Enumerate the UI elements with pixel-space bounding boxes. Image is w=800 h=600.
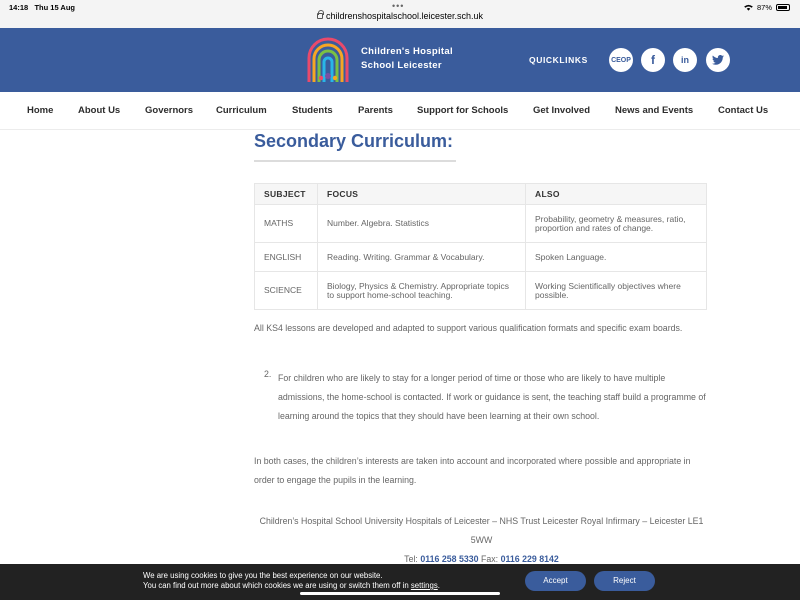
home-indicator[interactable] — [300, 592, 500, 595]
cookie-settings-link[interactable]: settings — [410, 581, 438, 590]
footer-address — [254, 512, 709, 569]
cookie-line1: We are using cookies to give you the best experience on our website. — [143, 571, 383, 580]
tel-link[interactable]: 0116 258 5330 — [420, 554, 479, 564]
cell-also: Spoken Language. — [526, 243, 707, 272]
nav-curriculum[interactable]: Curriculum — [216, 105, 267, 116]
school-name-line2: School Leicester — [361, 60, 442, 71]
nav-about-us[interactable]: About Us — [78, 105, 121, 116]
page-title: Secondary Curriculum: — [254, 131, 454, 151]
nav-support-for-schools[interactable]: Support for Schools — [417, 105, 509, 116]
header-subject: SUBJECT — [255, 184, 318, 205]
nav-get-involved[interactable]: Get Involved — [533, 105, 591, 116]
reject-button[interactable]: Reject — [594, 571, 655, 591]
header-focus: FOCUS — [318, 184, 526, 205]
cell-subject: ENGLISH — [255, 243, 318, 272]
fax-label: Fax: — [481, 554, 499, 564]
battery-percent: 87% — [756, 3, 772, 12]
table-row — [255, 205, 707, 243]
cell-focus: Reading. Writing. Grammar & Vocabulary. — [318, 243, 526, 272]
status-time: 14:18 Thu 15 Aug — [9, 3, 76, 12]
school-name-line1: Children's Hospital — [361, 46, 453, 57]
nav-contact-us[interactable]: Contact Us — [718, 105, 769, 116]
cell-also: Working Scientifically objectives where possible. — [526, 272, 707, 310]
curriculum-table — [254, 183, 707, 310]
main-nav — [0, 92, 800, 130]
cell-focus: Biology, Physics & Chemistry. Appropriate topics to support home-school teaching. — [318, 272, 526, 310]
table-header-row — [255, 184, 707, 205]
cell-focus: Number. Algebra. Statistics — [318, 205, 526, 243]
linkedin-icon[interactable]: in — [673, 48, 697, 72]
url-bar[interactable] — [0, 11, 800, 21]
wifi-icon — [744, 4, 753, 11]
facebook-icon[interactable]: f — [641, 48, 665, 72]
more-dots-icon[interactable]: ••• — [392, 1, 405, 11]
cell-subject: SCIENCE — [255, 272, 318, 310]
ks4-paragraph: All KS4 lessons are developed and adapted to support various qualification formats and specific exam boards. — [254, 323, 683, 333]
nav-news-and-events[interactable]: News and Events — [615, 105, 694, 116]
battery-icon — [776, 4, 790, 11]
twitter-icon[interactable] — [706, 48, 730, 72]
nav-home[interactable]: Home — [27, 105, 54, 116]
fax-link[interactable]: 0116 229 8142 — [500, 554, 559, 564]
table-row — [255, 272, 707, 310]
cell-also: Probability, geometry & measures, ratio, proportion and rates of change. — [526, 205, 707, 243]
table-row — [255, 243, 707, 272]
lock-icon — [317, 13, 323, 19]
tel-label: Tel: — [404, 554, 418, 564]
cell-subject: MATHS — [255, 205, 318, 243]
cookie-line2: You can find out more about which cookies we are using or switch them off in settings. — [143, 581, 440, 590]
list-item-text: For children who are likely to stay for a longer period of time or those who are likely to have multiple admissions, the home-school is contacted. If work or guidance is sent, the teaching staff build a programme of learning around the topics that they should have been learning at their own school. — [278, 373, 706, 421]
ceop-icon[interactable]: CEOP — [609, 48, 633, 72]
status-date: Thu 15 Aug — [34, 3, 76, 12]
ios-status-bar — [0, 0, 800, 28]
title-divider — [254, 160, 456, 162]
url-text: childrenshospitalschool.leicester.sch.uk — [325, 11, 484, 21]
address-text: Children’s Hospital School University Hospitals of Leicester – NHS Trust Leicester Royal Infirmary – Leicester LE1 5WW — [259, 516, 704, 545]
interests-paragraph: In both cases, the children’s interests are taken into account and incorporated where possible and appropriate in order to engage the pupils in the learning. — [254, 456, 691, 485]
nav-governors[interactable]: Governors — [145, 105, 194, 116]
list-number: 2. — [264, 369, 272, 379]
school-name[interactable] — [361, 45, 453, 73]
nav-students[interactable]: Students — [292, 105, 333, 116]
site-header — [0, 28, 800, 92]
accept-button[interactable]: Accept — [525, 571, 586, 591]
header-also: ALSO — [526, 184, 707, 205]
quicklinks-button[interactable]: QUICKLINKS — [529, 55, 588, 65]
cookie-text — [143, 571, 440, 591]
school-logo-icon[interactable] — [305, 36, 351, 84]
nav-parents[interactable]: Parents — [358, 105, 393, 116]
status-right — [744, 3, 790, 12]
